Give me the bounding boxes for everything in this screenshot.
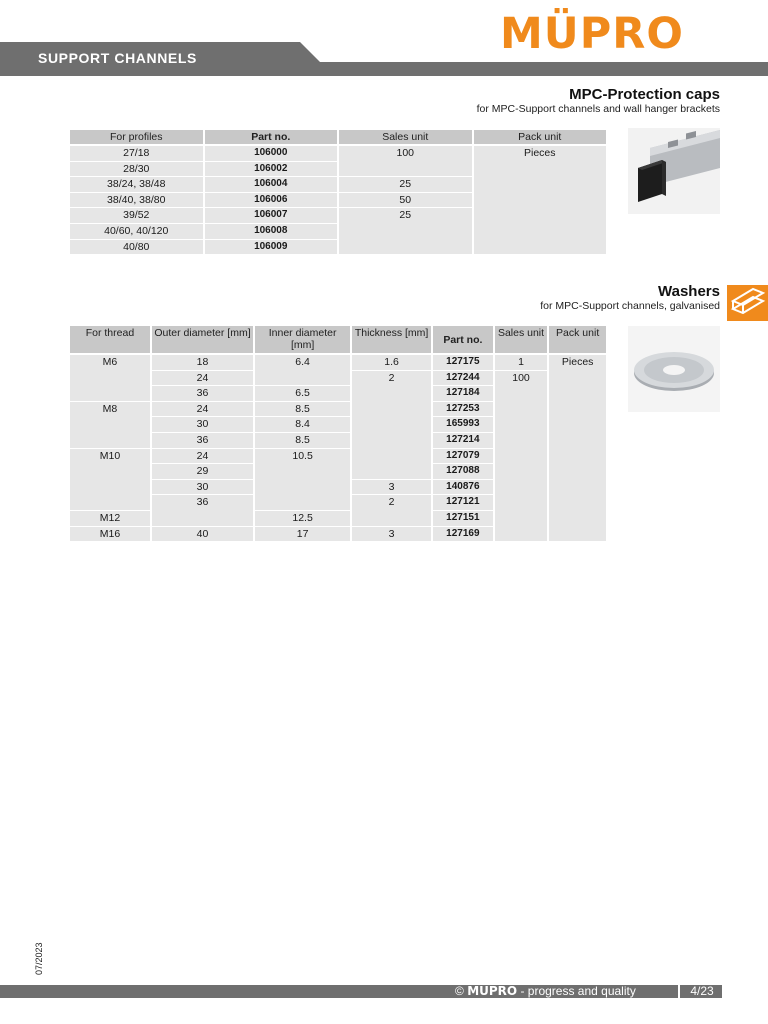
thread-cell: M8 bbox=[70, 401, 150, 448]
col-header: Inner diameter [mm] bbox=[255, 326, 350, 354]
washers-subtitle: for MPC-Support channels, galvanised bbox=[540, 300, 720, 312]
header-rule bbox=[320, 62, 768, 76]
col-header: Pack unit bbox=[549, 326, 606, 354]
copyright-symbol: © bbox=[455, 984, 464, 998]
outer-diameter-cell: 18 bbox=[152, 354, 253, 370]
washer-photo bbox=[628, 326, 720, 412]
caps-table bbox=[68, 130, 608, 254]
profile-cell: 27/18 bbox=[70, 145, 203, 161]
col-header: Pack unit bbox=[474, 130, 607, 145]
thickness-cell: 2 bbox=[352, 370, 431, 479]
outer-diameter-cell: 29 bbox=[152, 463, 253, 479]
page-number: 4/23 bbox=[678, 984, 724, 999]
part-no-cell: 106006 bbox=[205, 192, 338, 208]
thread-cell: M12 bbox=[70, 510, 150, 526]
sales-unit-cell: 100 bbox=[339, 145, 472, 176]
part-no-cell: 127079 bbox=[433, 448, 493, 464]
caps-title: MPC-Protection caps bbox=[569, 86, 720, 103]
col-header: Sales unit bbox=[495, 326, 548, 354]
sales-unit-cell: 25 bbox=[339, 207, 472, 254]
publication-date: 07/2023 bbox=[34, 942, 44, 975]
part-no-cell: 127184 bbox=[433, 385, 493, 401]
thickness-cell: 3 bbox=[352, 479, 431, 495]
table-row bbox=[70, 354, 606, 370]
thickness-cell: 1.6 bbox=[352, 354, 431, 370]
profile-cell: 39/52 bbox=[70, 207, 203, 223]
col-header: For thread bbox=[70, 326, 150, 354]
part-no-cell: 127169 bbox=[433, 526, 493, 542]
col-header: Outer diameter [mm] bbox=[152, 326, 253, 354]
washers-title: Washers bbox=[658, 283, 720, 300]
category-tab-icon bbox=[727, 285, 768, 321]
outer-diameter-cell: 30 bbox=[152, 479, 253, 495]
part-no-cell: 106007 bbox=[205, 207, 338, 223]
thread-cell: M6 bbox=[70, 354, 150, 401]
profile-cell: 40/80 bbox=[70, 239, 203, 255]
outer-diameter-cell: 24 bbox=[152, 370, 253, 386]
footer-tagline bbox=[455, 984, 636, 999]
footer-slogan: - progress and quality bbox=[517, 984, 636, 998]
col-header: Part no. bbox=[433, 326, 493, 354]
sales-unit-cell: 100 bbox=[495, 370, 548, 542]
thickness-cell: 3 bbox=[352, 526, 431, 542]
part-no-cell: 127214 bbox=[433, 432, 493, 448]
part-no-cell: 165993 bbox=[433, 416, 493, 432]
footer-brand: MÜPRO bbox=[467, 984, 518, 998]
outer-diameter-cell: 36 bbox=[152, 385, 253, 401]
inner-diameter-cell: 10.5 bbox=[255, 448, 350, 510]
part-no-cell: 106004 bbox=[205, 176, 338, 192]
outer-diameter-cell: 36 bbox=[152, 432, 253, 448]
section-title: SUPPORT CHANNELS bbox=[38, 50, 197, 66]
inner-diameter-cell: 8.5 bbox=[255, 432, 350, 448]
thread-cell: M10 bbox=[70, 448, 150, 510]
caps-subtitle: for MPC-Support channels and wall hanger brackets bbox=[476, 103, 720, 115]
inner-diameter-cell: 17 bbox=[255, 526, 350, 542]
col-header: Thickness [mm] bbox=[352, 326, 431, 354]
outer-diameter-cell: 24 bbox=[152, 401, 253, 417]
part-no-cell: 127151 bbox=[433, 510, 493, 526]
inner-diameter-cell: 6.5 bbox=[255, 385, 350, 401]
outer-diameter-cell: 30 bbox=[152, 416, 253, 432]
part-no-cell: 106000 bbox=[205, 145, 338, 161]
sales-unit-cell: 1 bbox=[495, 354, 548, 370]
profile-cell: 40/60, 40/120 bbox=[70, 223, 203, 239]
protection-cap-photo bbox=[628, 128, 720, 214]
pack-unit-cell: Pieces bbox=[474, 145, 607, 254]
washers-table bbox=[68, 326, 608, 541]
part-no-cell: 106002 bbox=[205, 161, 338, 177]
outer-diameter-cell: 40 bbox=[152, 526, 253, 542]
col-header: Part no. bbox=[205, 130, 338, 145]
table-row bbox=[70, 145, 606, 161]
profile-cell: 38/24, 38/48 bbox=[70, 176, 203, 192]
outer-diameter-cell: 24 bbox=[152, 448, 253, 464]
sales-unit-cell: 50 bbox=[339, 192, 472, 208]
part-no-cell: 127088 bbox=[433, 463, 493, 479]
inner-diameter-cell: 6.4 bbox=[255, 354, 350, 385]
part-no-cell: 127244 bbox=[433, 370, 493, 386]
thread-cell: M16 bbox=[70, 526, 150, 542]
profile-cell: 28/30 bbox=[70, 161, 203, 177]
part-no-cell: 127253 bbox=[433, 401, 493, 417]
thickness-cell: 2 bbox=[352, 494, 431, 525]
sales-unit-cell: 25 bbox=[339, 176, 472, 192]
inner-diameter-cell: 8.5 bbox=[255, 401, 350, 417]
part-no-cell: 127121 bbox=[433, 494, 493, 510]
pack-unit-cell: Pieces bbox=[549, 354, 606, 541]
col-header: For profiles bbox=[70, 130, 203, 145]
part-no-cell: 106009 bbox=[205, 239, 338, 255]
inner-diameter-cell: 12.5 bbox=[255, 510, 350, 526]
inner-diameter-cell: 8.4 bbox=[255, 416, 350, 432]
col-header: Sales unit bbox=[339, 130, 472, 145]
part-no-cell: 106008 bbox=[205, 223, 338, 239]
brand-logo: MÜPRO bbox=[500, 9, 684, 59]
part-no-cell: 140876 bbox=[433, 479, 493, 495]
part-no-cell: 127175 bbox=[433, 354, 493, 370]
outer-diameter-cell: 36 bbox=[152, 494, 253, 525]
profile-cell: 38/40, 38/80 bbox=[70, 192, 203, 208]
